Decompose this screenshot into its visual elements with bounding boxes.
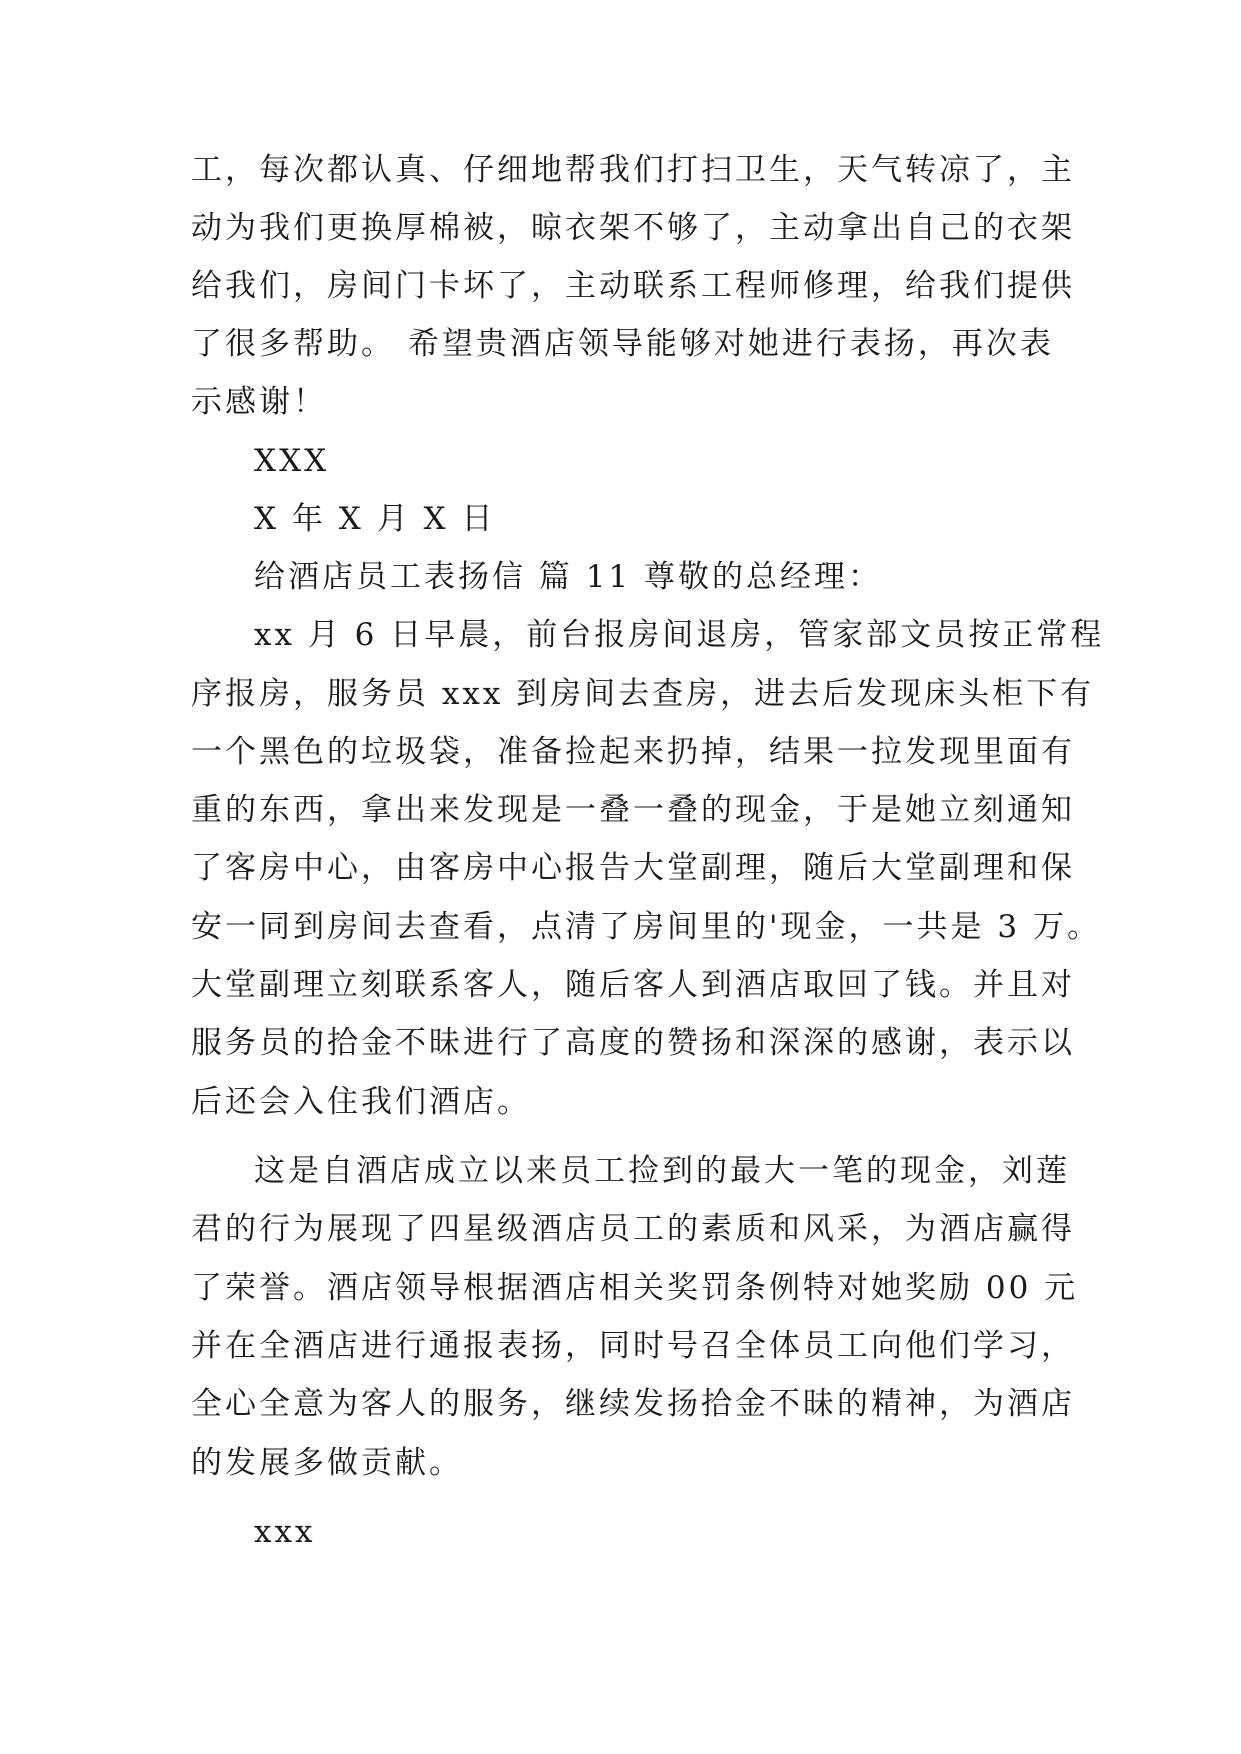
signature-name: XXX [254, 443, 330, 479]
text-line: 工，每次都认真、仔细地帮我们打扫卫生，天气转凉了，主 [191, 152, 1075, 188]
text-line: 全心全意为客人的服务，继续发扬拾金不昧的精神，为酒店 [191, 1386, 1075, 1422]
text-line: 君的行为展现了四星级酒店员工的素质和风采，为酒店赢得 [191, 1211, 1075, 1247]
text-line: 后还会入住我们酒店。 [191, 1084, 531, 1120]
text-line: 重的东西，拿出来发现是一叠一叠的现金，于是她立刻通知 [191, 792, 1075, 828]
text-line: 并在全酒店进行通报表扬，同时号召全体员工向他们学习， [191, 1328, 1075, 1364]
text-line: 了荣誉。酒店领导根据酒店相关奖罚条例特对她奖励 00 元 [191, 1270, 1079, 1306]
text-line: 安一同到房间去查看，点清了房间里的'现金，一共是 3 万。 [191, 909, 1101, 945]
text-line: 这是自酒店成立以来员工捡到的最大一笔的现金，刘莲 [254, 1153, 1070, 1189]
text-line: 了客房中心，由客房中心报告大堂副理，随后大堂副理和保 [191, 850, 1075, 886]
text-line: 动为我们更换厚棉被，晾衣架不够了，主动拿出自己的衣架 [191, 210, 1075, 246]
text-line: 一个黑色的垃圾袋，准备捡起来扔掉，结果一拉发现里面有 [191, 734, 1075, 770]
text-line: xx 月 6 日早晨，前台报房间退房，管家部文员按正常程 [254, 617, 1105, 653]
signature-date: X 年 X 月 X 日 [254, 501, 496, 537]
text-line: 的发展多做贡献。 [191, 1445, 463, 1481]
text-line: 大堂副理立刻联系客人，随后客人到酒店取回了钱。并且对 [191, 967, 1075, 1003]
text-line: 示感谢！ [191, 384, 327, 420]
text-line: 服务员的拾金不昧进行了高度的赞扬和深深的感谢，表示以 [191, 1025, 1075, 1061]
signature-name: xxx [254, 1514, 316, 1550]
text-line: 给我们，房间门卡坏了，主动联系工程师修理，给我们提供 [191, 268, 1075, 304]
text-line: 序报房，服务员 xxx 到房间去查房，进去后发现床头柜下有 [191, 676, 1095, 712]
section-heading: 给酒店员工表扬信 篇 11 尊敬的总经理： [254, 559, 883, 595]
text-line: 了很多帮助。 希望贵酒店领导能够对她进行表扬，再次表 [191, 326, 1054, 362]
